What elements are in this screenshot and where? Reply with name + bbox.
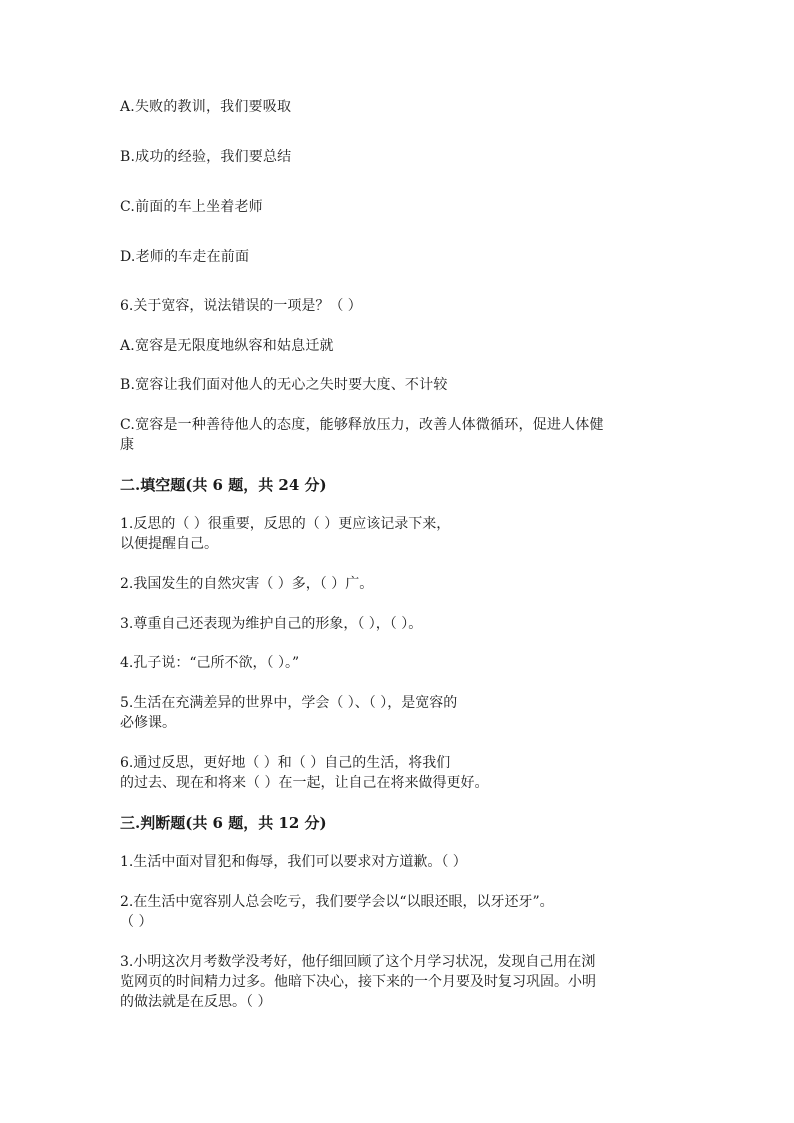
fill-question-5-line2: 必修课。 (120, 715, 176, 731)
fill-question-6-line1: 6.通过反思，更好地（ ）和（ ）自己的生活，将我们 (120, 755, 451, 771)
option-d: D.老师的车走在前面 (120, 249, 250, 265)
option-b: B.成功的经验，我们要总结 (120, 149, 292, 165)
fill-question-1-line2: 以便提醒自己。 (120, 536, 218, 552)
section-fill-blank-heading: 二.填空题(共 6 题，共 24 分) (120, 476, 327, 494)
fill-question-4: 4.孔子说：“己所不欲，（ ）。” (120, 655, 300, 671)
judge-question-2-line1: 2.在生活中宽容别人总会吃亏，我们要学会以“以眼还眼，以牙还牙”。 (120, 894, 554, 910)
judge-question-1: 1.生活中面对冒犯和侮辱，我们可以要求对方道歉。（ ） (120, 854, 467, 870)
option-c: C.前面的车上坐着老师 (120, 199, 263, 215)
fill-question-6-line2: 的过去、现在和将来（ ）在一起，让自己在将来做得更好。 (120, 775, 489, 791)
judge-question-2-line2: （ ） (120, 914, 153, 930)
option-a: A.失败的教训，我们要吸取 (120, 99, 292, 115)
question-6-option-a: A.宽容是无限度地纵容和姑息迁就 (120, 338, 334, 354)
fill-question-1-line1: 1.反思的（ ）很重要，反思的（ ）更应该记录下来， (120, 516, 451, 532)
question-6-option-b: B.宽容让我们面对他人的无心之失时要大度、不计较 (120, 377, 448, 393)
judge-question-3-line1: 3.小明这次月考数学没考好，他仔细回顾了这个月学习状况，发现自己用在浏 (120, 954, 596, 970)
fill-question-5-line1: 5.生活在充满差异的世界中，学会（ ）、（ ），是宽容的 (120, 695, 458, 711)
question-6-stem: 6.关于宽容，说法错误的一项是？（ ） (120, 298, 362, 314)
judge-question-3-line2: 览网页的时间精力过多。他暗下决心，接下来的一个月要及时复习巩固。小明 (120, 974, 596, 990)
section-judgment-heading: 三.判断题(共 6 题，共 12 分) (120, 814, 327, 832)
question-6-option-c-line1: C.宽容是一种善待他人的态度，能够释放压力，改善人体微循环，促进人体健 (120, 417, 604, 433)
question-6-option-c-line2: 康 (120, 437, 135, 453)
fill-question-2: 2.我国发生的自然灾害（ ）多，（ ）广。 (120, 576, 374, 592)
judge-question-3-line3: 的做法就是在反思。（ ） (120, 994, 272, 1010)
fill-question-3: 3.尊重自己还表现为维护自己的形象，（ ），（ ）。 (120, 616, 423, 632)
